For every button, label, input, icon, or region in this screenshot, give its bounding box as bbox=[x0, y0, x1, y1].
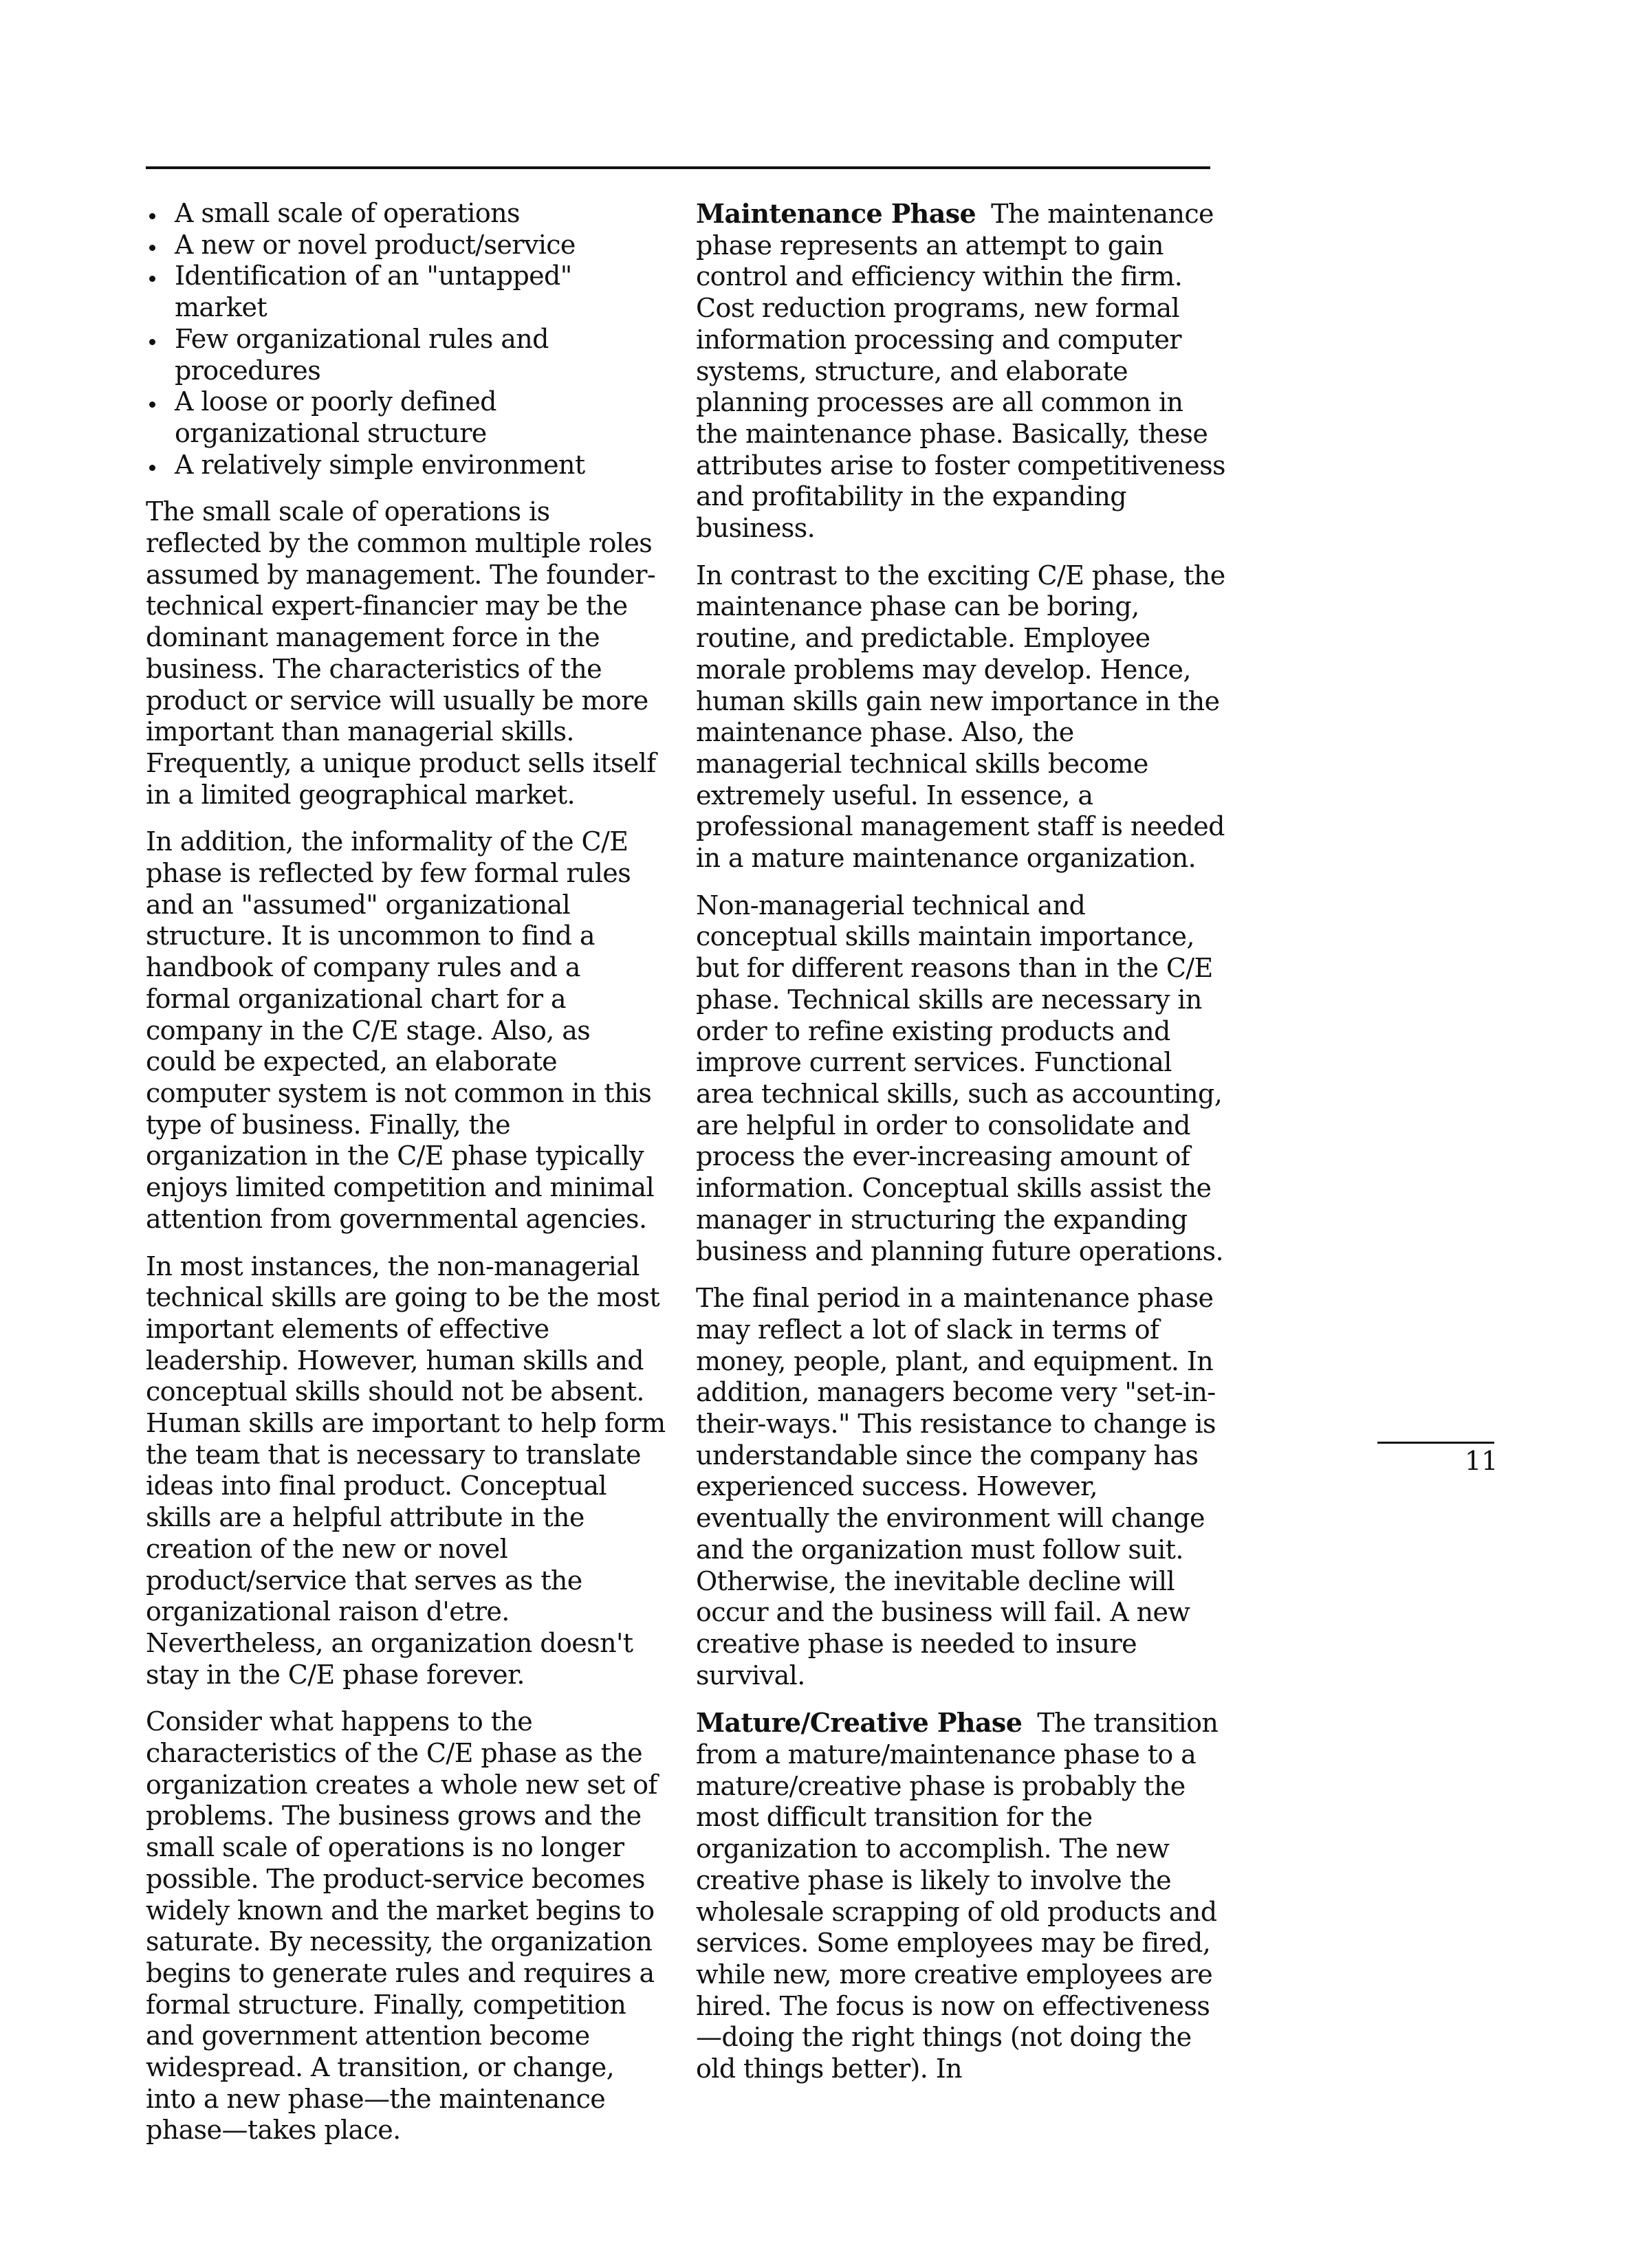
ce-characteristics-list bbox=[146, 198, 666, 481]
paragraph: In contrast to the exciting C/E phase, the maintenance phase can be boring, routine, and predictable. Employee morale problems may develop. Hence, human skills gain new importance in the maintenance phase. Also, the managerial technical skills become extremely useful. In essence, a professional management staff is needed in a mature maintenance organization. bbox=[696, 560, 1225, 874]
paragraph: In most instances, the non-managerial technical skills are going to be the most important elements of effective leadership. However, human skills and conceptual skills should not be absent. Human skills are important to help form the team that is necessary to translate ideas into final product. Conceptual skills are a helpful attribute in the creation of the new or novel product/service that serves as the organizational raison d'etre. Nevertheless, an organization doesn't stay in the C/E phase forever. bbox=[146, 1251, 666, 1690]
section-intro: The maintenance phase represents an attempt to gain control and efficiency within the firm. Cost reduction programs, new formal information processing and computer systems, structure, and elaborate planning processes are all common in the maintenance phase. Basically, these attributes arise to foster competitiveness and profitability in the expanding business. bbox=[696, 199, 1225, 544]
paragraph: In addition, the informality of the C/E phase is reflected by few formal rules and an "assumed" organizational structure. It is uncommon to find a handbook of company rules and a formal organizational chart for a company in the C/E stage. Also, as could be expected, an elaborate computer system is not common in this type of business. Finally, the organization in the C/E phase typically enjoys limited competition and minimal attention from governmental agencies. bbox=[146, 826, 655, 1234]
list-item: A small scale of operations bbox=[146, 198, 666, 230]
section-intro: The transition from a mature/maintenance phase to a mature/creative phase is probably the most difficult transition for the organization to accomplish. The new creative phase is likely to involve the wholesale scrapping of old products and services. Some employees may be fired, while new, more creative employees are hired. The focus is now on effectiveness—doing the right things (not doing the old things better). In bbox=[696, 1708, 1219, 2084]
paragraph: The small scale of operations is reflected by the common multiple roles assumed by management. The founder-technical expert-financier may be the dominant management force in the business. The characteristics of the product or service will usually be more important than managerial skills. Frequently, a unique product sells itself in a limited geographical market. bbox=[146, 496, 656, 810]
list-item: A loose or poorly defined organizational structure bbox=[146, 386, 666, 449]
list-item: Few organizational rules and procedures bbox=[146, 324, 666, 386]
section-heading: Mature/Creative Phase bbox=[696, 1707, 1023, 1739]
paragraph: The final period in a maintenance phase may reflect a lot of slack in terms of money, people, plant, and equipment. In addition, managers become very "set-in-their-ways." This resistance to change is understandable since the company has experienced success. However, eventually the environment will change and the organization must follow suit. Otherwise, the inevitable decline will occur and the business will fail. A new creative phase is needed to insure survival. bbox=[696, 1283, 1216, 1691]
right-column bbox=[696, 198, 1225, 2101]
top-rule bbox=[146, 166, 1210, 169]
list-item: Identification of an "untapped" market bbox=[146, 261, 666, 323]
section-heading: Maintenance Phase bbox=[696, 198, 976, 229]
paragraph: Non-managerial technical and conceptual skills maintain importance, but for different reasons than in the C/E phase. Technical skills are necessary in order to refine existing products and improve current services. Functional area technical skills, such as accounting, are helpful in order to consolidate and process the ever-increasing amount of information. Conceptual skills assist the manager in structuring the expanding business and planning future operations. bbox=[696, 890, 1224, 1266]
page-number-rule bbox=[1377, 1442, 1494, 1444]
maintenance-phase-section bbox=[696, 198, 1225, 544]
list-item: A new or novel product/service bbox=[146, 230, 666, 261]
paragraph: Consider what happens to the characteristics of the C/E phase as the organization creates a whole new set of problems. The business grows and the small scale of operations is no longer possible. The product-service becomes widely known and the market begins to saturate. By necessity, the organization begins to generate rules and requires a formal structure. Finally, competition and government attention become widespread. A transition, or change, into a new phase—the maintenance phase—takes place. bbox=[146, 1706, 657, 2146]
page-number: 11 bbox=[1465, 1446, 1498, 1476]
mature-creative-phase-section bbox=[696, 1707, 1225, 2084]
left-column bbox=[146, 198, 666, 2162]
list-item: A relatively simple environment bbox=[146, 450, 666, 481]
